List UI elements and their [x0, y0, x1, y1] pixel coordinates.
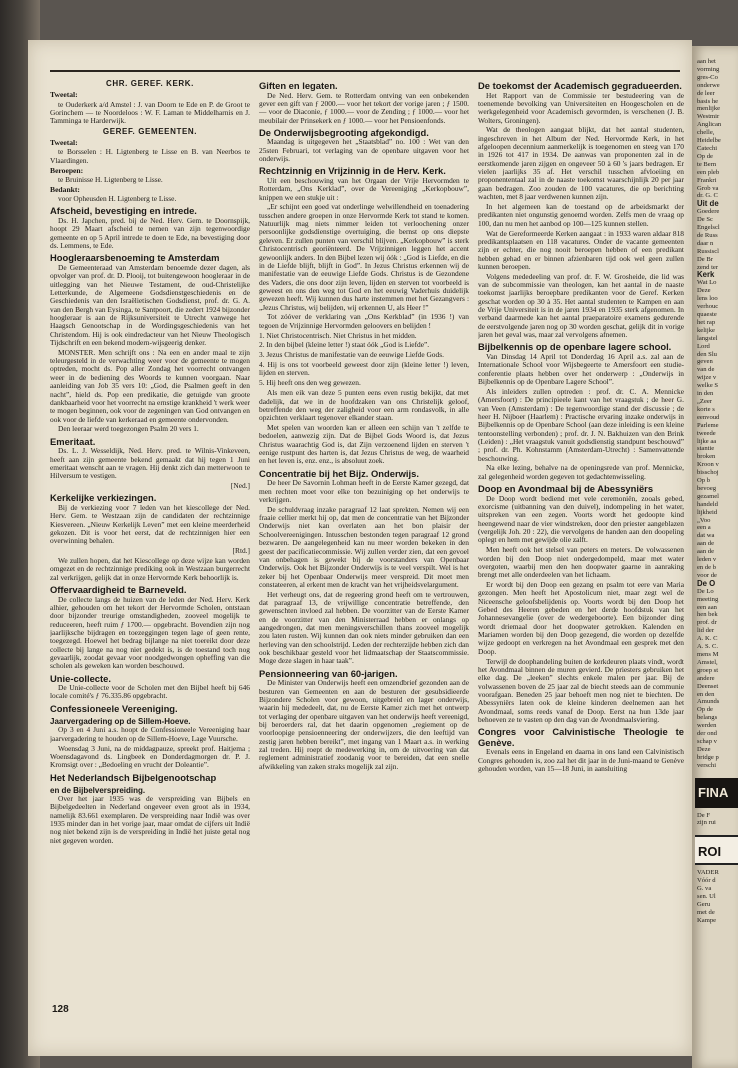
edge-heading: Kerk: [697, 270, 715, 280]
paragraph: De Gemeenteraad van Amsterdam benoemde dezer dagen, als opvolger van prof. dr. D. Plooij, tot buitengewoon hoogleraar in de uitlegging van het Nieuwe Testament, de oud-Christelijke Letterkunde, de Algemeene Godsdienstgeschiedenis en de Geschiedenis van den Israëlietischen Godsdienst, prof. dr. G. A. van den Bergh van Eysinga, te Santpoort, die zedert 1924 bijzonder hoogleraar is aan de Rijksuniversiteit te Utrecht vanwege het Haagsch Genootschap in de Wordingsgeschiedenis van het Christendom. Hij is ook eindredacteur van het Nieuw Theologisch Tijdschrift en een bekend modern-wijsgeerig denker.: [50, 262, 250, 347]
paragraph: Den leeraar werd toegezongen Psalm 20 vers 1.: [58, 424, 199, 434]
section-heading: Tweetal:: [50, 90, 78, 100]
edge-line: een aan: [697, 603, 717, 611]
edge-line: dr. G. C: [697, 192, 718, 200]
edge-line: Catechi: [697, 144, 718, 152]
edge-line: Amunds: [697, 698, 720, 706]
edge-line: in den: [697, 390, 714, 398]
edge-line: Russiscl: [697, 247, 719, 255]
edge-line: dat wa: [697, 532, 715, 540]
edge-line: Deenset: [697, 682, 719, 690]
edge-line: Anglican: [697, 121, 722, 129]
edge-line: belangs: [697, 714, 718, 722]
article-headline: Afscheid, bevestiging en intrede.: [50, 205, 197, 217]
paragraph: Het Rapport van de Commissie ter bestudeering van de toenemende bevolking van Universiteiten en Hoogescholen en de werkgelegenheid voor Academisch gevormden, is verschenen (J. B. Wolters, Groningen).: [478, 90, 684, 125]
edge-line: van de: [697, 366, 715, 374]
article-headline: Het Nederlandsch Bijbelgenootschap: [50, 771, 217, 783]
paragraph: Wat de theologen aangaat blijkt, dat het aantal studenten, ingeschreven in het Album der Ned. Hervormde Kerk, in het afgeloopen decennium aanmerkelijk is toegenomen en steeg van 170 in 1926 tot 417 in 1934. De aanwas van proponenten zal in de eerstkomende jaren zijgen en ongeveer 50 à 60 's jaars bedragen. Er vielen jaarlijks 35 af. Het verschil tusschen afvloeiing en proponententaal zal in de naaste toekomst waarschijnlijk 20 per jaar gaan bedragen. Zoo zouden de 100 vacatures, die op berichting wachten, met 8 jaar verdwenen kunnen zijn.: [478, 125, 684, 202]
edge-line: der ond: [697, 730, 717, 738]
list-item: 4. Hij is ons tot voorbeeld geweest door zijn (kleine letter !) leven, lijden en sterven.: [259, 360, 469, 378]
paragraph: De Minister van Onderwijs heeft een omzendbrief gezonden aan de besturen van Gemeenten en aan de besturen der gesubsidieerde Bijzondere Scholen voor gewoon, uitgebreid en lager onderwijs, waarin hij mededeelt, dat, nu de Eerste Kamer zich met het ontwerp tot verlaging der openbare uitgaven van het onderwijs heeft vereenigd, bij beroerders ral, dat het daarin opgenomen „regiement op de voorloopige pensioenneering der onderwijzers, die den leeftijd van zestig jaren hebben bereikt”, met ingang van 1 Maart a.s. in werking zal treden. Hij roept de medewerking in, om de uitvoering van dat reglement administratief zoodanig voor te bereiden, dat een snelle afwikkeling van zaken straks mogelijk zal zijn.: [259, 678, 469, 771]
header-rule: [50, 70, 680, 72]
edge-line: Goedere: [697, 208, 720, 216]
section-heading: Beroepen:: [50, 165, 84, 175]
edge-line: Vóór d: [697, 877, 716, 885]
edge-lines: [697, 588, 738, 770]
list-item: 1. Niet Christocentrisch. Niet Christus in het midden.: [259, 330, 417, 340]
paragraph: De Ned. Herv. Gem. te Rotterdam ontving van een onbekenden gever een gift van ƒ 2000.— voor het tekort der vorige jaren ; ƒ 1500.— voor de Diaconie, ƒ 1000.— voor de Zending ; ƒ 1000.— voor het meubilair der Prinsekerk en ƒ 1000.— voor het Pensioenfonds.: [259, 90, 469, 125]
article-headline: Confessioneele Vereeniging.: [50, 702, 178, 714]
paragraph: Woensdag 3 Juni, na de middagpauze, spreekt prof. Haitjema ; Woensdagavond ds. Lingbeek en Donderdagmorgen dr. P. J. Kromsigt over : „Bedoeling en vrucht der Doleantie”.: [50, 743, 250, 770]
paragraph: De Unie-collecte voor de Scholen met den Bijbel heeft bij 646 locale comité's ƒ 76.335.86 opgebracht.: [50, 683, 250, 701]
article-headline: Emeritaat.: [50, 435, 96, 447]
edge-line: Westmir: [697, 113, 720, 121]
edge-line: zend ter: [697, 263, 719, 271]
paragraph: Als men eik van deze 5 punten eens even rustig bekijkt, dat met dadelijk, dat we in de hoofdzaken van ons Christelijk geloof, betreffende den weg der zaligheid voor een arm rondasvolk, in alle opzichten verklaart tegenover elkander staan.: [259, 388, 469, 423]
paragraph: Terwijl de doophandeling buiten de kerkdeuren plaats vindt, wordt het Avondmaal binnen de muren gevierd. De priesters gebruiken het elke dag. De „leeken” slechts enkele malen per jaar. Bij de volwassenen boven de 25 jaar zal de biecht steeds aan de communie voorafgaan. Beneden 25 jaar behoeft men nog niet te biechten. De Abessyniërs laten ook de kleine kinderen deelnemen aan het Avondmaal, soms reeds vanaf de Doop. Eerst na hun 13de jaar behoeven ze te vasten op den dag van de Avondmaalsviering.: [478, 656, 684, 725]
edge-line: en den: [697, 690, 715, 698]
paragraph: Op 3 en 4 Juni a.s. hoopt de Confessioneele Vereeniging haar jaarvergadering te houden op de Sillem-Hoeve, Lage Vuursche.: [50, 725, 250, 743]
edge-line: sen. Ul: [697, 893, 716, 901]
page-number: 128: [52, 1004, 69, 1015]
edge-line: verhouc: [697, 303, 719, 311]
edge-line: A. S. C.: [697, 643, 719, 651]
article-headline: Concentratie bij het Bijz. Onderwijs.: [259, 467, 419, 479]
column-2: [259, 78, 469, 773]
paragraph: Over het jaar 1935 was de verspreiding van Bijbels en Bijbelgedeelten in Nederland ongeveer even groot als in 1934, namelijk 83.661 exemplaren. De verspreiding naar Indië was over 1935 minder dan in het vorige jaar, maar omdat de cijfers uit Indië nog niet bekend zijn is de verspreiding in Indië het juiste getal nog niet gegeven worden.: [50, 794, 250, 845]
column-3: [478, 78, 684, 775]
article-headline: Doop en Avondmaal bij de Abessyniërs: [478, 483, 654, 495]
edge-line: schap v: [697, 737, 717, 745]
edge-line: lid der: [697, 627, 715, 635]
edge-line: lijkheid: [697, 508, 718, 516]
edge-line: gezamel: [697, 492, 719, 500]
section-heading: Bedankt:: [50, 184, 80, 194]
edge-line: bevoeg: [697, 484, 717, 492]
edge-line: Heidelbe: [697, 137, 721, 145]
section-category: CHR. GEREF. KERK.: [106, 79, 194, 88]
edge-line: kelijke: [697, 326, 715, 334]
paragraph: Na elke lezing, behalve na de openingsrede van prof. Mennicke, zal gelegenheid worden gegeven tot gedachtenwisseling.: [478, 463, 684, 481]
edge-line: Amstel,: [697, 658, 718, 666]
edge-line: langstel: [697, 334, 718, 342]
advertisement-banner: ROI: [695, 835, 738, 865]
adjacent-page-text: [692, 808, 738, 828]
edge-line: Grob va: [697, 184, 719, 192]
edge-line: Op b: [697, 477, 711, 485]
paragraph: In het algemeen kan de toestand op de arbeidsmarkt der predikanten niet ongunstig genoemd worden. Zelfs men de vraag op 100, dan nu men het aanbod op 100—125 kunnen stellen.: [478, 201, 684, 228]
edge-line: tweede: [697, 429, 716, 437]
article-headline: Congres voor Calvinistische Theologie te Genève.: [478, 726, 684, 748]
edge-line: daar n: [697, 239, 714, 247]
list-item: 2. In den bijbel (kleine letter !) staat óók „God is Liefde”.: [259, 340, 430, 350]
edge-line: aan de: [697, 540, 715, 548]
edge-line: Deze: [697, 745, 711, 753]
edge-line: te Bern: [697, 160, 717, 168]
paragraph: Wat de Gereformeerde Kerken aangaat : in 1933 waren aldaar 818 predikantsplaatsen en 118 vacatures. Onder de vacante gemeenten zijn er echter, die nog nooit beroepen hebben of een predikant hebben gehad en er binnen afzienbaren tijd ook wel geen zullen kunnen beroepen.: [478, 228, 684, 271]
paragraph: De collecte langs de huizen van de leden der Ned. Herv. Kerk alhier, gehouden om het tekort der Hervormde Scholen, ontstaan door bijzonder treurige omstandigheden, zooveel mogelijk te reduceeren, heeft ruim ƒ 1700.— opgebracht. Bovendien zijn nog jaarlijksche bijdragen en toezeggingen tegen lage of geen rente, toegezegd. Hoewel het bedrag bijlange na niet toereikt door deze collecte bij lange na nog niet gedekt is, is de toestand toch nog gevaarlijk, zoodat gevaar voor noodgedwongen opheffing van die scholen als geweken kan worden beschouwd.: [50, 594, 250, 671]
edge-line: De Br: [697, 255, 713, 263]
edge-heading: Uit de: [697, 199, 719, 209]
article-headline: Unie-collecte.: [50, 672, 111, 684]
advertisement-banner: FINA: [695, 778, 738, 808]
paragraph: Met spelen van woorden kan er alleen een schijn van 't zelfde te bedoelen, aanwezig zijn. Dat de Bijbel Gods Woord is, dat Jezus Christus waarachtig God is, dat Zijn verzoenend lijden en sterven 't eenige rustpunt des harten is, dat Jezus Christus de weg, de waarheid en het leven is, enz. enz., is absoluut zoek.: [259, 423, 469, 466]
adjacent-page-text: [692, 865, 738, 924]
edge-line: Op de: [697, 152, 713, 160]
paragraph: te Ouderkerk a/d Amstel : J. van Doorn te Ede en P. de Groot te Gorinchem — te Noordeloos : W. F. Laman te Middelharnis en J. Tamminga te Harderwijk.: [50, 99, 250, 126]
edge-line: gres-Co: [697, 73, 718, 81]
edge-line: lijke aa: [697, 437, 717, 445]
edge-line: De Lo: [697, 587, 714, 595]
edge-line: voor de: [697, 571, 717, 579]
paragraph: Ds. L. J. Wesseldijk, Ned. Herv. pred. te Wilnis-Vinkeveen, heeft aan zijn gemeente bekend gemaakt dat hij tegen 1 Juni emeritaat wenscht aan te vragen. Hij denkt zich dan metterwoon te Hilversum te vestigen.: [50, 446, 250, 481]
edge-line: leden v: [697, 556, 717, 564]
edge-line: andere: [697, 674, 715, 682]
edge-line: broken: [697, 453, 716, 461]
section-heading: Tweetal:: [50, 138, 78, 148]
article-headline: Hoogleraarsbenoeming te Amsterdam: [50, 252, 220, 264]
paragraph: Evenals eens in Engeland en daarna in ons land een Calvinistisch Congres gehouden is, zoo zal het dit jaar in de Juni-maand te Genève gehouden worden, van 15—18 Juni, in aansluiting: [478, 747, 684, 774]
paragraph: voor Opheusden H. Ligtenberg te Lisse.: [58, 194, 177, 204]
quote-paragraph: „Er schijnt een goed vat onderlinge welwillendheid en toenadering tusschen andere groepen in onze Hervormde Kerk tot stand te komen. Natuurlijk mag niets nimmer leiden tot verloochening onzer persoonlijke godsdienstige overtuiging, die bernst op ons diepste geleven. Er zullen punten van verschil blijven. „Kerkopbouw” is sterk Christocentrisch georiënteerd. De Vrijzinnigen leggen het accent gewoonlijk anders. In den Bijbel lezen wij óók : „God is Liefde, en die in de Liefde blijft, blijft in God”. In Jezus Christus erkennen wij de manifestatie van de eeuwige Liefde Gods. Christus is de Gezondene des Vaders, die ons door zijn leven, lijden en sterven tot voorbeeld is geweest en ons den weg tot God en het eeuwig Vaderhuis duidelijk gewezen heeft. Wij kunnen dus harte instemmen met het Gezangvers : „Jezus Christus, wij belijden, wij erkennen U, als Heer !”: [259, 202, 469, 312]
edge-line: De F: [697, 811, 711, 819]
edge-line: een pleb: [697, 168, 720, 176]
edge-lines: [697, 208, 738, 271]
paragraph: MONSTER. Men schrijft ons : Na een en ander maal te zijn teleurgesteld in de verwachting weer voor de gemeente te mogen optreden, mocht ds. Pop aller Zondag het voorrecht ontvangen weer in de bediening des Woords te kunnen voorgaan. Naar aanleiding van Job 35 vers 10: „God, die Psalmen geeft in den nacht”, hield ds. Pop een predikatie, die getuigde van groote dankbaarheid voor het voorrecht na ernstige krankheid 't werk weer te mogen beginnen, ook voor de zegeningen van God ontvangen en ook voor de liefde van kerkeraad en gemeente ondervonden.: [50, 347, 250, 424]
edge-line: „Zeer: [697, 397, 713, 405]
edge-line: zijn rui: [697, 819, 716, 827]
edge-line: de leer: [697, 89, 715, 97]
paragraph: De Doop wordt bediend met vele ceremoniën, zooals gebed, exorcisme (uitbanning van den duivel), indompeling in het water, uitspreken van een zegen. Voorts wordt het gedoopte kind heengewend naar de vier windstreken, door den priester aangeblazen (vergelijk Joh. 20 : 22), die vervolgens de handen aan den doopeling oplegt en hem met gewijde olie zalft.: [478, 493, 684, 545]
edge-line: wijze v: [697, 374, 717, 382]
edge-line: den Slu: [697, 350, 717, 358]
paragraph: Bij de verkiezing voor 7 leden van het kiescollege der Ned. Herv. Gem. te Westzaan zijn de candidaten der rechtzinnige Kiesvereen. „Nieuw Kerkelijk Leven” met een kleine meerderheid gekozen. Dit is voor het eerst, dat de rechtzinnigen hier een overwinning behalen.: [50, 502, 250, 546]
edge-line: korte s: [697, 405, 715, 413]
article-headline: Kerkelijke verkiezingen.: [50, 492, 157, 504]
paragraph: Van Dinsdag 14 April tot Donderdag 16 April a.s. zal aan de Internationale School voor Wijsbegeerte te Amersfoort een studie-conferentie plaats hebben over het onderwerp : „Onderwijs in Bijbelkennis op de Openbare Lagere School”.: [478, 351, 684, 386]
edge-line: eenvoud: [697, 413, 720, 421]
paragraph: Het verheugt ons, dat de regeering grond heeft om te vertrouwen, dat paragraaf 13, de vrijwillige concentratie betreffende, den gewenschten invloed zal hebben. De voorzitter van de Eerste Kamer en de voorzitter van den Ministerraad hebben er onlangs op aangedrongen, dat men meningsverschillen thans zooveel mogelijk zou laten rusten. Wij kunnen dan ook niets minder gebruiken dan een herleving van den schoolstrijd. Leden der rechterzijde hebben zich dan ook beschikbaar gesteld voor het lidmaatschap der Staatscommissie. Moge deze slagen in haar taak”.: [259, 589, 469, 666]
adjacent-page-edge: [692, 46, 738, 1068]
edge-line: Op de: [697, 706, 713, 714]
edge-line: Frankri: [697, 176, 717, 184]
edge-line: Lord: [697, 342, 710, 350]
paragraph: Maandag is uitgegeven het „Staatsblad” no. 100 : Wet van den 25sten Februari, tot verlaging van de openbare uitgaven voor het onderwijs.: [259, 137, 469, 164]
edge-line: de Russ: [697, 231, 718, 239]
paragraph: We zullen hopen, dat het Kiescollege op deze wijze kan worden omgezet en de rechtzinnige prediking ook in Westzaan burgerrecht zal verkrijgen, gelijk dat in onze Hervormde Kerk behoorlijk is.: [50, 556, 250, 582]
edge-line: Kroon v: [697, 461, 719, 469]
paragraph: te Borsselen : H. Ligtenberg te Lisse en B. van Neerbos te Vlaardingen.: [50, 147, 250, 165]
article-headline: Giften en legaten.: [259, 80, 338, 91]
edge-line: aan de: [697, 548, 715, 556]
edge-line: meeting: [697, 595, 719, 603]
edge-line: VADER: [697, 869, 719, 877]
edge-line: handeld: [697, 500, 718, 508]
edge-line: vorming: [697, 65, 720, 73]
paragraph: te Bruinisse H. Ligtenberg te Lisse.: [58, 174, 163, 184]
article-subheadline: Jaarvergadering op de Sillem-Hoeve.: [50, 717, 191, 727]
paragraph: Men heeft ook het stelsel van peters en meters. De volwassenen worden bij den Doop niet ondergedompeld, maar met water overgoten, waarbij men den hen doopwater gaarne in aanraking brengt met alle onderdeelen van het lichaam.: [478, 545, 684, 580]
edge-line: Geru: [697, 901, 711, 908]
edge-line: De Sc: [697, 216, 713, 224]
column-1: [50, 78, 250, 847]
edge-line: een a: [697, 524, 711, 532]
edge-line: stantie: [697, 445, 715, 453]
list-item: 5. Hij heeft ons den weg gewezen.: [259, 378, 361, 388]
edge-line: chelle,: [697, 129, 715, 137]
edge-line: geven: [697, 358, 713, 366]
paragraph: Tot zóóver de verklaring van „Ons Kerkblad” (in 1936 !) van tegoen de Vrijzinnige Hervormden geloovers en belijden !: [259, 312, 469, 330]
edge-heading: De O: [697, 578, 716, 588]
source-tag: [Ned.]: [230, 481, 250, 491]
edge-line: menlijke: [697, 105, 721, 113]
edge-line: Wat Lo: [697, 279, 717, 287]
edge-line: lens loo: [697, 295, 718, 303]
edge-line: basis he: [697, 97, 719, 105]
edge-line: prof. dr: [697, 619, 717, 627]
article-headline: Offervaardigheid te Barneveld.: [50, 584, 187, 596]
article-headline: De Onderwijsbegrooting afgekondigd.: [259, 126, 429, 138]
edge-line: „Voo: [697, 516, 711, 524]
article-headline: Rechtzinnig en Vrijzinnig in de Herv. Kerk.: [259, 165, 446, 177]
edge-line: groep st: [697, 666, 719, 674]
paragraph: Als inleiders zullen optreden : prof. dr. C. A. Mennicke (Amersfoort) : De principieele kant van het vraagstuk ; de heer G. van Veen (Amsterdam) : De tegenwoordige stand der discussie ; de heer H. Nijboer (Haarlem) : Practische ervaring inzake onderwijs in Bijbelkennis op de Openbare School (aan deze inleiding is een kleine tentoonstelling verbonden) ; prof. dr. J. N. Bakhuizen van den Brink (Leiden) : „Het vraagstuk vanuit godsdienstig standpunt beschouwd” ; prof. dr. Ph. Kohnstamm (Amsterdam-Utrecht) : Samenvattende beschouwing.: [478, 386, 684, 463]
paragraph: Volgens mededeeling van prof. dr. F. W. Grosheide, die lid was van de subcommissie van theologen, kan het aantal in de naaste toekomst jaarlijks beroepbare predikanten voor de Geref. Kerken geschat worden op 30 à 35. Het aantal studenten te Kampen en aan de Vrije Universiteit is in de jaren 1934 en 1935 sterk afgenomen. In verband daarmede kan het aantal praeparatoire examens gedurende de eerstvolgende jaren nog op 30 worden geschat, gelijk dit in vorige jaren het geval was, maar zal vervolgens afnemen.: [478, 271, 684, 340]
edge-line: het rap: [697, 318, 716, 326]
paragraph: De heer De Savornin Lohman heeft in de Eerste Kamer gezegd, dat men rechten moet voor elke ton bezuiniging op het onderwijs te verkrijgen.: [259, 478, 469, 504]
edge-line: welke S: [697, 382, 719, 390]
article-subheadline: en de Bijbelverspreiding.: [50, 786, 146, 796]
edge-line: met de: [697, 908, 715, 916]
adjacent-page-text: [692, 46, 738, 770]
edge-line: aan het: [697, 58, 716, 65]
edge-line: Engelscl: [697, 224, 720, 232]
article-headline: Pensionneering van 60-jarigen.: [259, 667, 398, 679]
edge-line: Parleme: [697, 421, 719, 429]
source-tag: [Rtd.]: [232, 546, 250, 556]
edge-lines: [697, 58, 738, 200]
edge-line: A. K. C: [697, 635, 718, 643]
paragraph: Er wordt bij den Doop een gezang en psalm tot eere van Maria gezongen. Men heeft het Apostolicum niet, maar zegt wel de Niceensche geloofsbelijdenis op. Voorts wordt bij den Doop het Gebed des Heeren gebeden en het derde hoofdstuk van het Johannesevangelie (over de wedergeboorte). Een bijzonder ding wordt driemaal door het doopwater getrokken. Kalenden en Mariamen worden bij den Doop gezegend, die worden op dezelfde wijze gedoopt en verkregen na het Avondmaal een gesprek met den Doop.: [478, 580, 684, 656]
edge-line: verschi: [697, 761, 717, 769]
edge-line: onderwe: [697, 81, 720, 89]
edge-line: mens M: [697, 650, 719, 658]
paragraph: De schuldvraag inzake paragraaf 12 laat sprekten. Nemen wij een fraaie cellier merkt hij op, dat men de concentratie van het Bijzonder Onderwijs niet kan overlaten aan het bon plaisir der Schoolvereenigingen. Intusschen bestonden tegen paragraaf 12 grond bezwaren. De aangelegenheid kan nu meer worden bekeken in den geest der pacificatiecommissie. Wij zullen verder zien, dat een gevoel van onbehagen is gewekt bij de voorstanders van Openbaar Onderwijs. Ook het Bijzonder Onderwijs is te veel verspilt. Wel is het zeker bij het Openbaar Onderwijs meer verspreid. Dit moet men constateeren, al erkent men de kracht van het vrijheidsvelargument.: [259, 504, 469, 589]
edge-line: quaeste: [697, 311, 717, 318]
edge-lines: [697, 279, 738, 579]
paragraph: Uit een beschouwing van het Orgaan der Vrije Hervormden te Rotterdam, „Ons Kerklad”, over de Vereeniging „Kerkopbouw”, knippen we een stukje uit :: [259, 175, 469, 202]
edge-lines: [697, 869, 738, 924]
article-headline: De toekomst der Academisch gegradueerden.: [478, 80, 682, 91]
paragraph: Ds. H. Japchen, pred. bij de Ned. Herv. Gem. te Doornspijk, hoopt 29 Maart afscheid te nemen van zijn tegenwoordige gemeente en op 5 April intrede te doen te Ede, na bevestiging door ds. Lemmens, te Ede.: [50, 215, 250, 250]
edge-line: hen bek: [697, 611, 718, 619]
article-headline: Bijbelkennis op de openbare lagere school.: [478, 341, 672, 353]
section-category: GEREF. GEMEENTEN.: [102, 126, 198, 136]
edge-line: werden: [697, 722, 717, 730]
edge-lines: [697, 812, 738, 828]
edge-line: Deze: [697, 287, 711, 295]
list-item: 3. Jezus Christus de manifestatie van de eeuwige Liefde Gods.: [259, 350, 444, 360]
edge-line: bisschoj: [697, 469, 719, 477]
edge-line: Kampe: [697, 916, 717, 924]
edge-line: bridge p: [697, 753, 719, 761]
edge-line: en de b: [697, 564, 717, 571]
edge-line: G. va: [697, 885, 712, 893]
